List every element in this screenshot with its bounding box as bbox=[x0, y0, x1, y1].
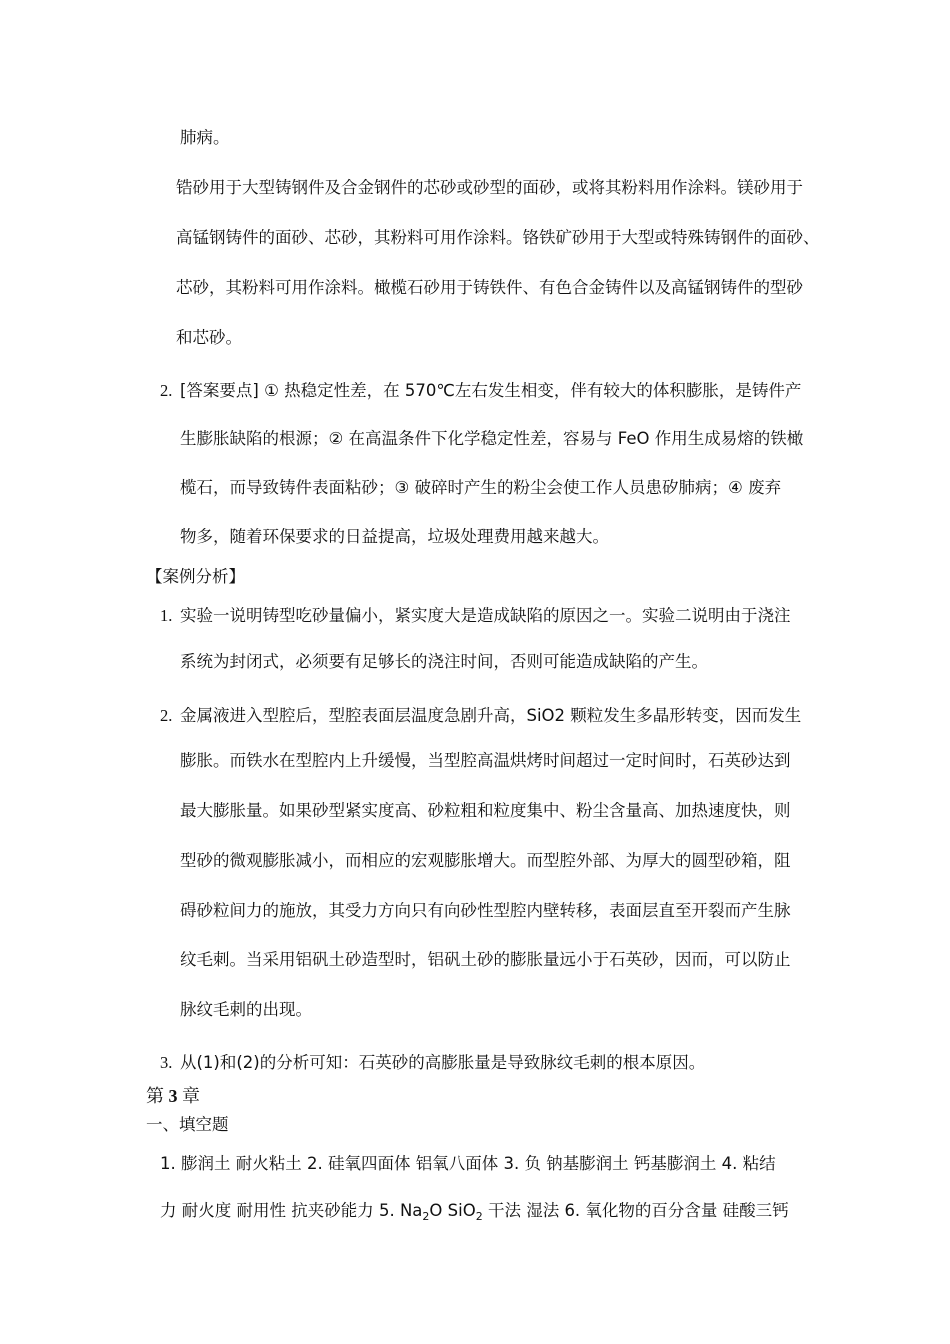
text-line: 肺病。 bbox=[180, 128, 230, 147]
text-line: 系统为封闭式，必须要有足够长的浇注时间，否则可能造成缺陷的产生。 bbox=[180, 652, 708, 671]
text-line: 脉纹毛刺的出现。 bbox=[180, 1000, 312, 1019]
text-line: 物多，随着环保要求的日益提高，垃圾处理费用越来越大。 bbox=[180, 527, 609, 546]
list-number: 3. bbox=[160, 1053, 173, 1072]
text-line: 榄石，而导致铸件表面粘砂；③ 破碎时产生的粉尘会使工作人员患矽肺病；④ 废弃 bbox=[180, 478, 782, 497]
text-line: 最大膨胀量。如果砂型紧实度高、砂粒粗和粒度集中、粉尘含量高、加热速度快，则 bbox=[180, 801, 791, 820]
text-line: 芯砂，其粉料可用作涂料。橄榄石砂用于铸铁件、有色合金铸件以及高锰钢铸件的型砂 bbox=[176, 278, 803, 297]
text-line: 和芯砂。 bbox=[176, 328, 242, 347]
text-line: 高锰钢铸件的面砂、芯砂，其粉料可用作涂料。铬铁矿砂用于大型或特殊铸钢件的面砂、 bbox=[176, 228, 820, 247]
section-heading: 一、填空题 bbox=[146, 1115, 229, 1134]
chapter-title: 第 3 章 bbox=[146, 1086, 200, 1106]
section-heading: 【案例分析】 bbox=[146, 567, 245, 586]
text-line: 碍砂粒间力的施放，其受力方向只有向砂性型腔内壁转移，表面层直至开裂而产生脉 bbox=[180, 901, 791, 920]
list-number: 1. bbox=[160, 606, 173, 625]
text-line: 型砂的微观膨胀减小，而相应的宏观膨胀增大。而型腔外部、为厚大的圆型砂箱，阻 bbox=[180, 851, 791, 870]
text-line: 膨胀。而铁水在型腔内上升缓慢，当型腔高温烘烤时间超过一定时间时，石英砂达到 bbox=[180, 751, 791, 770]
text-line: 生膨胀缺陷的根源；② 在高温条件下化学稳定性差，容易与 FeO 作用生成易熔的铁橄 bbox=[180, 429, 804, 448]
text-line: 金属液进入型腔后，型腔表面层温度急剧升高，SiO2 颗粒发生多晶形转变，因而发生 bbox=[180, 706, 802, 725]
text-line: 1. 膨润土 耐火粘土 2. 硅氧四面体 铝氧八面体 3. 负 钠基膨润土 钙基膨润土 4. 粘结 bbox=[160, 1154, 776, 1173]
list-number: 2. bbox=[160, 381, 173, 400]
text-line: 从(1)和(2)的分析可知：石英砂的高膨胀量是导致脉纹毛刺的根本原因。 bbox=[180, 1053, 706, 1072]
text-line: 纹毛刺。当采用铝矾土砂造型时，铝矾土砂的膨胀量远小于石英砂，因而，可以防止 bbox=[180, 950, 791, 969]
text-line: 锆砂用于大型铸钢件及合金钢件的芯砂或砂型的面砂，或将其粉料用作涂料。镁砂用于 bbox=[176, 178, 803, 197]
text-line: 实验一说明铸型吃砂量偏小，紧实度大是造成缺陷的原因之一。实验二说明由于浇注 bbox=[180, 606, 791, 625]
list-number: 2. bbox=[160, 706, 173, 725]
text-line: 力 耐火度 耐用性 抗夹砂能力 5. $Na_2O$ SiO$_2$ 干法 湿法 6. 氧化物的百分含量 硅酸三钙 bbox=[160, 1201, 789, 1223]
text-line: [答案要点] ① 热稳定性差，在 570℃左右发生相变，伴有较大的体积膨胀，是铸件产 bbox=[180, 381, 802, 400]
